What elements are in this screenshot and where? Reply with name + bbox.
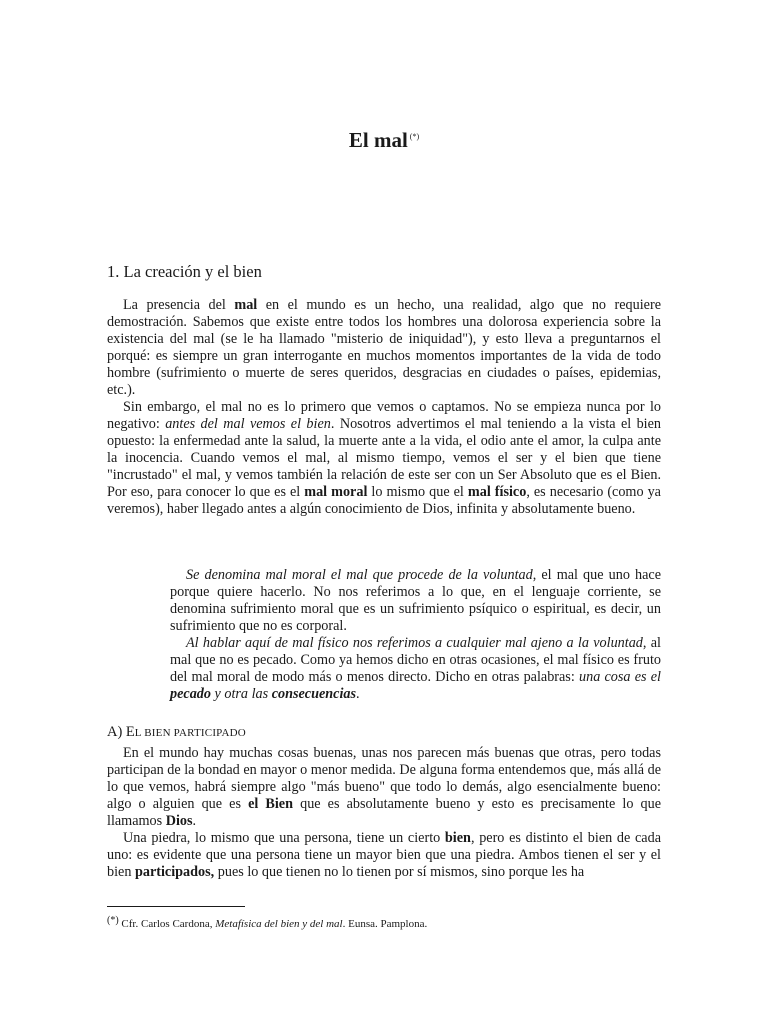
title-text: El mal (348, 128, 408, 152)
paragraph: La presencia del mal en el mundo es un hecho, una realidad, algo que no requiere demostración. Sabemos que existe entre todos los hombres una dolorosa experiencia sobre la existencia del mal (se le ha llamado "misterio de iniquidad"), y esto lleva a preguntarnos el porqué: es siempre un gran interrogante en muchos momentos importantes de la vida de todo hombre (sufrimiento o muerte de seres queridos, desgracias en ciudades o países, epidemias, etc.). (107, 297, 662, 398)
paragraph: Una piedra, lo mismo que una persona, tiene un cierto bien, pero es distinto el bien de cada uno: es evidente que una persona tiene un mayor bien que una piedra. Ambos tienen el ser y el bien participados, pues lo que tienen no lo tienen por sí mismos, sino porque les ha (107, 830, 661, 880)
quote-paragraph: Al hablar aquí de mal físico nos referimos a cualquier mal ajeno a la voluntad, al mal que no es pecado. Como ya hemos dicho en otras ocasiones, el mal físico es fruto del mal moral de modo más o menos directo. Dicho en otras palabras: una cosa es el pecado y otra las consecuencias. (170, 635, 661, 702)
page-title (0, 128, 768, 153)
quote-paragraph: Se denomina mal moral el mal que procede de la voluntad, el mal que uno hace porque quiere hacerlo. No nos referimos a lo que, en el lenguaje corriente, se denomina sufrimiento moral que es un sufrimiento psíquico o espiritual, es decir, un sufrimiento que no es corporal. (170, 567, 661, 634)
section-heading-1: 1. La creación y el bien (107, 262, 262, 281)
footnote-mark: (*) (107, 915, 119, 926)
footnote: (*) Cfr. Carlos Cardona, Metafísica del bien y del mal. Eunsa. Pamplona. (107, 915, 428, 930)
section-1-body (107, 297, 661, 518)
paragraph: En el mundo hay muchas cosas buenas, unas nos parecen más buenas que otras, pero todas participan de la bondad en mayor o menor medida. De alguna forma entendemos que, más allá de lo que vemos, habrá siempre algo "más bueno" que todo lo demás, algo esencialmente bueno: algo o alguien que es el Bien que es absolutamente bueno y esto es precisamente lo que llamamos Dios. (107, 745, 661, 829)
paragraph: Sin embargo, el mal no es lo primero que vemos o captamos. No se empieza nunca por lo negativo: antes del mal vemos el bien. Nosotros advertimos el mal teniendo a la vista el bien opuesto: la enfermedad ante la salud, la muerte ante a la vida, el odio ante el amor, la culpa ante la inocencia. Cuando vemos el mal, al mismo tiempo, vemos el ser y el bien que tiene "incrustado" el mal, y vemos también la relación de este ser con un Ser Absoluto que es el Bien. Por eso, para conocer lo que es el mal moral lo mismo que el mal físico, es necesario (como ya veremos), haber llegado antes a algún conocimiento de Dios, infinita y absolutamente bueno. (107, 399, 662, 517)
indented-quote (170, 567, 661, 703)
section-a-body (107, 745, 661, 881)
section-heading-a: A) EL BIEN PARTICIPADO (107, 724, 246, 740)
title-footnote-ref[interactable]: (*) (409, 132, 420, 141)
footnote-divider (107, 906, 245, 907)
